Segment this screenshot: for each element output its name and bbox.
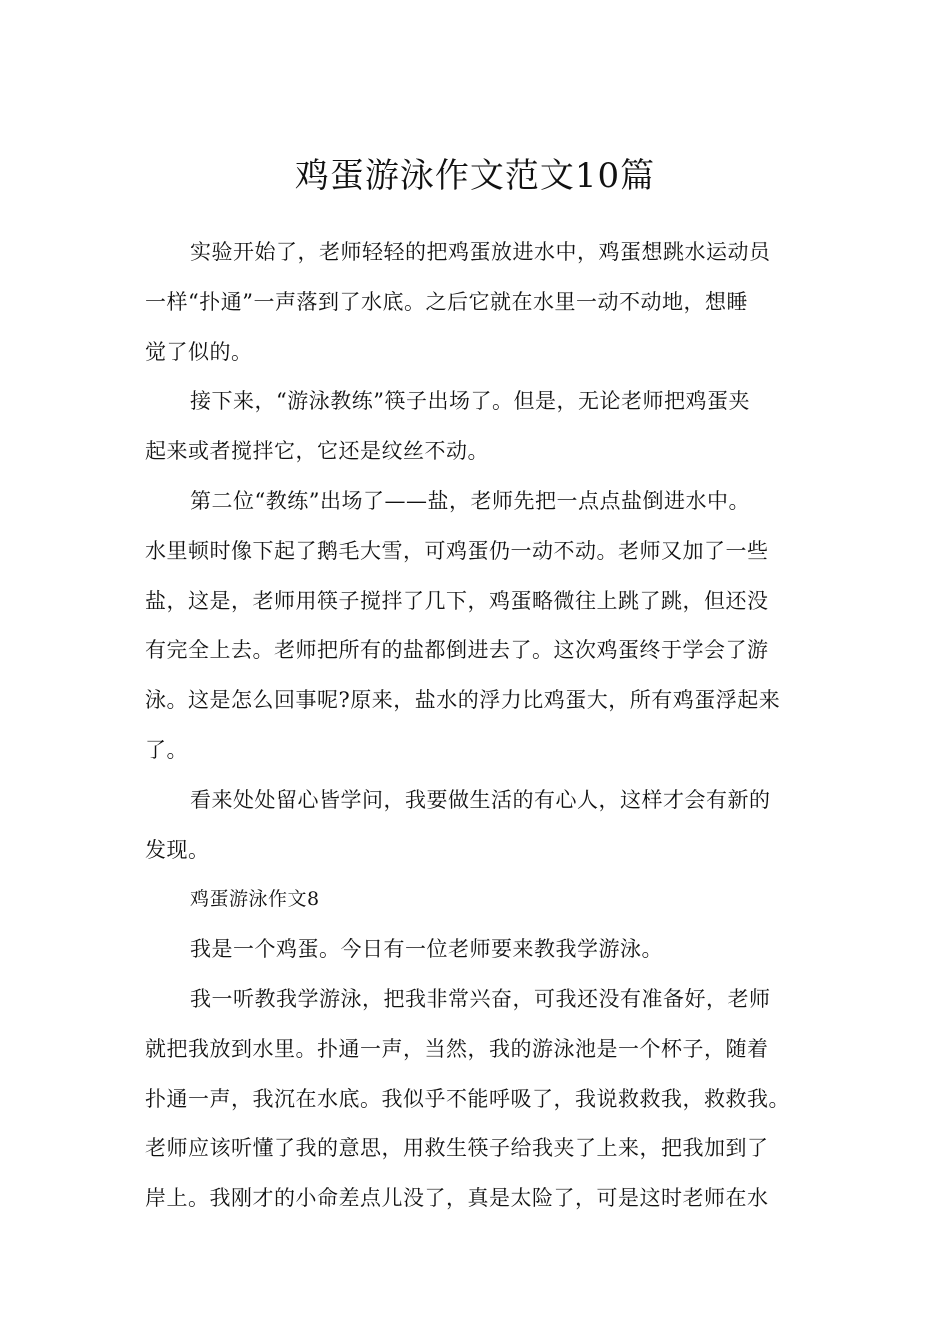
text-line: 看来处处留心皆学问，我要做生活的有心人，这样才会有新的: [190, 787, 771, 812]
text-line: 第二位“教练”出场了——盐，老师先把一点点盐倒进水中。: [190, 488, 750, 513]
text-line: 盐，这是，老师用筷子搅拌了几下，鸡蛋略微往上跳了跳，但还没: [145, 588, 769, 613]
text-line: 发现。: [145, 837, 210, 862]
text-line: 岸上。我刚才的小命差点儿没了，真是太险了，可是这时老师在水: [145, 1186, 769, 1211]
text-line: 老师应该听懂了我的意思，用救生筷子给我夹了上来，把我加到了: [145, 1136, 769, 1161]
text-line: 就把我放到水里。扑通一声，当然，我的游泳池是一个杯子，随着: [145, 1036, 769, 1061]
section-heading: 鸡蛋游泳作文8: [190, 888, 320, 911]
document-title: 鸡蛋游泳作文范文10篇: [294, 155, 656, 196]
text-line: 了。: [145, 737, 188, 762]
text-line: 实验开始了，老师轻轻的把鸡蛋放进水中，鸡蛋想跳水运动员: [190, 240, 771, 264]
text-line: 一样“扑通”一声落到了水底。之后它就在水里一动不动地，想睡: [145, 289, 748, 314]
text-line: 我是一个鸡蛋。今日有一位老师要来教我学游泳。: [190, 937, 663, 962]
text-line: 水里顿时像下起了鹅毛大雪，可鸡蛋仍一动不动。老师又加了一些: [145, 538, 769, 563]
text-line: 泳。这是怎么回事呢?原来，盐水的浮力比鸡蛋大，所有鸡蛋浮起来: [145, 688, 781, 713]
document-body: [145, 228, 825, 1224]
text-line: 我一听教我学游泳，把我非常兴奋，可我还没有准备好，老师: [190, 986, 771, 1011]
text-line: 觉了似的。: [145, 339, 253, 364]
text-line: 起来或者搅拌它，它还是纹丝不动。: [145, 439, 489, 464]
text-line: 接下来，“游泳教练”筷子出场了。但是，无论老师把鸡蛋夹: [190, 389, 750, 414]
text-line: 扑通一声，我沉在水底。我似乎不能呼吸了，我说救救我，救救我。: [145, 1086, 790, 1111]
text-line: 有完全上去。老师把所有的盐都倒进去了。这次鸡蛋终于学会了游: [145, 638, 769, 663]
